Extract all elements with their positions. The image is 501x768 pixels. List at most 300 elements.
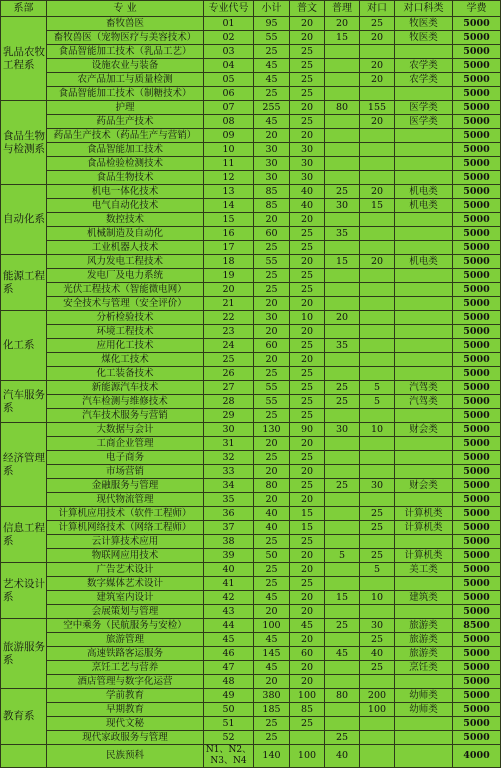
tuition-cell: 5000 <box>453 437 501 451</box>
code-cell: 47 <box>204 661 254 675</box>
vocational-category-cell <box>395 241 453 255</box>
tuition-cell: 5000 <box>453 101 501 115</box>
vocational-category-cell <box>395 297 453 311</box>
major-cell: 光伏工程技术（智能微电网） <box>47 283 204 297</box>
header-major: 专 业 <box>47 1 204 17</box>
code-cell: 36 <box>204 507 254 521</box>
vocational-cell: 25 <box>360 633 395 647</box>
header-vocational-category: 对口科类 <box>395 1 453 17</box>
vocational-cell <box>360 535 395 549</box>
table-row <box>1 675 501 689</box>
science-cell: 25 <box>325 731 360 745</box>
science-cell <box>325 269 360 283</box>
vocational-cell <box>360 451 395 465</box>
arts-cell: 20 <box>290 661 325 675</box>
tuition-cell: 5000 <box>453 675 501 689</box>
tuition-cell: 5000 <box>453 367 501 381</box>
major-cell: 电气自动化技术 <box>47 199 204 213</box>
vocational-cell: 20 <box>360 255 395 269</box>
major-cell: 畜牧兽医（宠物医疗与美容技术） <box>47 31 204 45</box>
major-cell: 现代文秘 <box>47 717 204 731</box>
vocational-category-cell: 幼师类 <box>395 703 453 717</box>
table-row <box>1 395 501 409</box>
tuition-cell: 5000 <box>453 731 501 745</box>
arts-cell: 25 <box>290 59 325 73</box>
tuition-cell: 5000 <box>453 311 501 325</box>
vocational-category-cell: 财会类 <box>395 479 453 493</box>
arts-cell: 25 <box>290 339 325 353</box>
code-cell: 11 <box>204 157 254 171</box>
code-cell: 18 <box>204 255 254 269</box>
code-cell: N1、N2、N3、N4 <box>204 745 254 768</box>
vocational-cell <box>360 213 395 227</box>
code-cell: 22 <box>204 311 254 325</box>
tuition-cell: 5000 <box>453 605 501 619</box>
major-cell: 建筑室内设计 <box>47 591 204 605</box>
tuition-cell: 5000 <box>453 255 501 269</box>
table-row <box>1 297 501 311</box>
arts-cell: 20 <box>290 465 325 479</box>
vocational-category-cell <box>395 717 453 731</box>
vocational-category-cell <box>395 605 453 619</box>
vocational-cell <box>360 311 395 325</box>
code-cell: 33 <box>204 465 254 479</box>
code-cell: 07 <box>204 101 254 115</box>
table-row <box>1 647 501 661</box>
vocational-category-cell: 烹饪类 <box>395 661 453 675</box>
tuition-cell: 5000 <box>453 241 501 255</box>
tuition-cell: 5000 <box>453 45 501 59</box>
vocational-category-cell <box>395 353 453 367</box>
major-cell: 食品检验检测技术 <box>47 157 204 171</box>
subtotal-cell: 55 <box>254 255 290 269</box>
tuition-cell: 5000 <box>453 171 501 185</box>
science-cell <box>325 87 360 101</box>
vocational-category-cell: 牧医类 <box>395 31 453 45</box>
vocational-cell: 20 <box>360 115 395 129</box>
science-cell <box>325 129 360 143</box>
science-cell: 30 <box>325 199 360 213</box>
subtotal-cell: 50 <box>254 549 290 563</box>
vocational-cell: 25 <box>360 549 395 563</box>
tuition-cell: 5000 <box>453 339 501 353</box>
vocational-category-cell <box>395 409 453 423</box>
code-cell: 06 <box>204 87 254 101</box>
table-row <box>1 689 501 703</box>
tuition-cell: 5000 <box>453 297 501 311</box>
major-cell: 药品生产技术 <box>47 115 204 129</box>
major-cell: 护理 <box>47 101 204 115</box>
code-cell: 17 <box>204 241 254 255</box>
code-cell: 01 <box>204 17 254 31</box>
subtotal-cell: 25 <box>254 535 290 549</box>
table-row <box>1 423 501 437</box>
code-cell: 40 <box>204 563 254 577</box>
vocational-cell <box>360 157 395 171</box>
dept-cell: 经济管理系 <box>1 423 47 507</box>
major-cell: 食品生物技术 <box>47 171 204 185</box>
table-row <box>1 199 501 213</box>
science-cell: 25 <box>325 395 360 409</box>
major-cell: 计算机应用技术（软件工程师） <box>47 507 204 521</box>
vocational-category-cell: 机电类 <box>395 199 453 213</box>
subtotal-cell: 20 <box>254 129 290 143</box>
tuition-cell: 5000 <box>453 353 501 367</box>
table-row <box>1 605 501 619</box>
code-cell: 23 <box>204 325 254 339</box>
dept-cell: 自动化系 <box>1 185 47 255</box>
major-cell: 学前教育 <box>47 689 204 703</box>
vocational-category-cell: 计算机类 <box>395 521 453 535</box>
vocational-category-cell <box>395 493 453 507</box>
major-cell: 汽车检测与维修技术 <box>47 395 204 409</box>
vocational-category-cell <box>395 437 453 451</box>
table-row <box>1 325 501 339</box>
tuition-cell: 5000 <box>453 451 501 465</box>
code-cell: 42 <box>204 591 254 605</box>
science-cell: 80 <box>325 689 360 703</box>
vocational-cell <box>360 493 395 507</box>
vocational-cell <box>360 353 395 367</box>
vocational-cell: 5 <box>360 563 395 577</box>
header-code: 专业代号 <box>204 1 254 17</box>
major-cell: 煤化工技术 <box>47 353 204 367</box>
major-cell: 汽车技术服务与营销 <box>47 409 204 423</box>
code-cell: 31 <box>204 437 254 451</box>
subtotal-cell: 55 <box>254 31 290 45</box>
table-row <box>1 157 501 171</box>
major-cell: 计算机网络技术（网络工程师） <box>47 521 204 535</box>
header-arts: 普文 <box>290 1 325 17</box>
table-row <box>1 227 501 241</box>
vocational-cell: 40 <box>360 647 395 661</box>
science-cell: 35 <box>325 339 360 353</box>
table-row <box>1 339 501 353</box>
science-cell: 40 <box>325 745 360 768</box>
arts-cell: 30 <box>290 143 325 157</box>
vocational-cell: 155 <box>360 101 395 115</box>
subtotal-cell: 140 <box>254 745 290 768</box>
table-row <box>1 367 501 381</box>
vocational-cell: 30 <box>360 619 395 633</box>
major-cell: 机械制造及自动化 <box>47 227 204 241</box>
table-row <box>1 59 501 73</box>
science-cell <box>325 605 360 619</box>
subtotal-cell: 25 <box>254 45 290 59</box>
table-row <box>1 731 501 745</box>
arts-cell: 25 <box>290 717 325 731</box>
vocational-category-cell: 农学类 <box>395 59 453 73</box>
arts-cell: 20 <box>290 675 325 689</box>
tuition-cell: 5000 <box>453 227 501 241</box>
science-cell <box>325 507 360 521</box>
vocational-category-cell: 美工类 <box>395 563 453 577</box>
arts-cell: 20 <box>290 297 325 311</box>
vocational-category-cell: 汽驾类 <box>395 381 453 395</box>
table-body <box>1 17 501 768</box>
vocational-category-cell: 旅游类 <box>395 633 453 647</box>
header-vocational: 对口 <box>360 1 395 17</box>
major-cell: 风力发电工程技术 <box>47 255 204 269</box>
arts-cell: 25 <box>290 367 325 381</box>
subtotal-cell: 95 <box>254 17 290 31</box>
science-cell: 25 <box>325 381 360 395</box>
subtotal-cell: 25 <box>254 283 290 297</box>
science-cell <box>325 493 360 507</box>
subtotal-cell: 25 <box>254 717 290 731</box>
arts-cell: 25 <box>290 479 325 493</box>
subtotal-cell: 20 <box>254 437 290 451</box>
dept-cell <box>1 745 47 768</box>
subtotal-cell: 20 <box>254 675 290 689</box>
science-cell: 30 <box>325 423 360 437</box>
arts-cell: 20 <box>290 255 325 269</box>
subtotal-cell: 80 <box>254 479 290 493</box>
table-row <box>1 717 501 731</box>
vocational-category-cell <box>395 87 453 101</box>
subtotal-cell: 60 <box>254 227 290 241</box>
science-cell <box>325 633 360 647</box>
vocational-category-cell: 农学类 <box>395 73 453 87</box>
science-cell: 15 <box>325 31 360 45</box>
tuition-cell: 5000 <box>453 325 501 339</box>
code-cell: 02 <box>204 31 254 45</box>
subtotal-cell: 45 <box>254 115 290 129</box>
vocational-cell: 25 <box>360 661 395 675</box>
vocational-category-cell <box>395 465 453 479</box>
tuition-cell: 5000 <box>453 577 501 591</box>
subtotal-cell: 45 <box>254 633 290 647</box>
arts-cell <box>290 731 325 745</box>
vocational-cell <box>360 297 395 311</box>
vocational-cell <box>360 45 395 59</box>
table-row <box>1 507 501 521</box>
major-cell: 工商企业管理 <box>47 437 204 451</box>
subtotal-cell: 25 <box>254 241 290 255</box>
major-cell: 农产品加工与质量检测 <box>47 73 204 87</box>
science-cell: 5 <box>325 549 360 563</box>
dept-cell: 化工系 <box>1 311 47 381</box>
arts-cell: 20 <box>290 493 325 507</box>
tuition-cell: 5000 <box>453 59 501 73</box>
header-tuition: 学费 <box>453 1 501 17</box>
tuition-cell: 5000 <box>453 535 501 549</box>
major-cell: 药品生产技术（药品生产与营销） <box>47 129 204 143</box>
code-cell: 50 <box>204 703 254 717</box>
dept-cell: 艺术设计系 <box>1 563 47 619</box>
table-row <box>1 633 501 647</box>
code-cell: 09 <box>204 129 254 143</box>
vocational-cell <box>360 171 395 185</box>
science-cell: 20 <box>325 311 360 325</box>
code-cell: 38 <box>204 535 254 549</box>
code-cell: 48 <box>204 675 254 689</box>
major-cell: 市场营销 <box>47 465 204 479</box>
science-cell: 25 <box>325 619 360 633</box>
arts-cell: 25 <box>290 115 325 129</box>
major-cell: 电子商务 <box>47 451 204 465</box>
table-row <box>1 269 501 283</box>
science-cell <box>325 465 360 479</box>
vocational-cell <box>360 731 395 745</box>
major-cell: 食品智能加工技术 <box>47 143 204 157</box>
science-cell: 15 <box>325 591 360 605</box>
tuition-cell: 5000 <box>453 73 501 87</box>
science-cell <box>325 143 360 157</box>
subtotal-cell: 20 <box>254 493 290 507</box>
arts-cell: 20 <box>290 633 325 647</box>
major-cell: 高速铁路客运服务 <box>47 647 204 661</box>
tuition-cell: 5000 <box>453 479 501 493</box>
tuition-cell: 5000 <box>453 213 501 227</box>
science-cell <box>325 703 360 717</box>
science-cell <box>325 325 360 339</box>
science-cell <box>325 297 360 311</box>
tuition-cell: 5000 <box>453 549 501 563</box>
tuition-cell: 5000 <box>453 115 501 129</box>
table-row <box>1 521 501 535</box>
vocational-cell: 5 <box>360 395 395 409</box>
code-cell: 04 <box>204 59 254 73</box>
science-cell <box>325 521 360 535</box>
subtotal-cell: 20 <box>254 325 290 339</box>
dept-cell: 信息工程系 <box>1 507 47 563</box>
tuition-cell: 4000 <box>453 745 501 768</box>
vocational-cell: 10 <box>360 591 395 605</box>
vocational-category-cell: 医学类 <box>395 101 453 115</box>
vocational-category-cell <box>395 171 453 185</box>
table-row <box>1 577 501 591</box>
code-cell: 05 <box>204 73 254 87</box>
code-cell: 37 <box>204 521 254 535</box>
subtotal-cell: 20 <box>254 605 290 619</box>
major-cell: 发电厂及电力系统 <box>47 269 204 283</box>
major-cell: 新能源汽车技术 <box>47 381 204 395</box>
vocational-category-cell: 机电类 <box>395 185 453 199</box>
vocational-category-cell <box>395 535 453 549</box>
major-cell: 金融服务与管理 <box>47 479 204 493</box>
code-cell: 15 <box>204 213 254 227</box>
arts-cell: 25 <box>290 87 325 101</box>
major-cell: 民族预科 <box>47 745 204 768</box>
vocational-category-cell <box>395 269 453 283</box>
vocational-category-cell <box>395 339 453 353</box>
major-cell: 烹饪工艺与营养 <box>47 661 204 675</box>
subtotal-cell: 100 <box>254 619 290 633</box>
arts-cell: 25 <box>290 535 325 549</box>
subtotal-cell: 55 <box>254 381 290 395</box>
arts-cell: 20 <box>290 129 325 143</box>
arts-cell: 20 <box>290 31 325 45</box>
vocational-category-cell <box>395 213 453 227</box>
table-row <box>1 465 501 479</box>
table-row <box>1 535 501 549</box>
arts-cell: 20 <box>290 213 325 227</box>
major-cell: 食品智能加工技术（制糖技术） <box>47 87 204 101</box>
table-row <box>1 409 501 423</box>
code-cell: 13 <box>204 185 254 199</box>
dept-cell: 食品生物与检测系 <box>1 101 47 185</box>
arts-cell: 25 <box>290 395 325 409</box>
code-cell: 24 <box>204 339 254 353</box>
code-cell: 26 <box>204 367 254 381</box>
header-row <box>1 1 501 17</box>
vocational-cell: 200 <box>360 689 395 703</box>
major-cell: 数字媒体艺术设计 <box>47 577 204 591</box>
arts-cell: 25 <box>290 283 325 297</box>
vocational-cell <box>360 143 395 157</box>
vocational-category-cell: 旅游类 <box>395 619 453 633</box>
subtotal-cell: 380 <box>254 689 290 703</box>
table-row <box>1 283 501 297</box>
code-cell: 14 <box>204 199 254 213</box>
code-cell: 30 <box>204 423 254 437</box>
subtotal-cell: 185 <box>254 703 290 717</box>
major-cell: 大数据与会计 <box>47 423 204 437</box>
header-science: 普理 <box>325 1 360 17</box>
vocational-category-cell <box>395 283 453 297</box>
vocational-category-cell <box>395 45 453 59</box>
arts-cell: 25 <box>290 451 325 465</box>
arts-cell: 25 <box>290 577 325 591</box>
science-cell <box>325 171 360 185</box>
subtotal-cell: 20 <box>254 297 290 311</box>
science-cell <box>325 157 360 171</box>
arts-cell: 30 <box>290 171 325 185</box>
code-cell: 34 <box>204 479 254 493</box>
code-cell: 41 <box>204 577 254 591</box>
arts-cell: 25 <box>290 409 325 423</box>
subtotal-cell: 25 <box>254 731 290 745</box>
major-cell: 数控技术 <box>47 213 204 227</box>
code-cell: 12 <box>204 171 254 185</box>
subtotal-cell: 145 <box>254 647 290 661</box>
dept-cell: 汽车服务系 <box>1 381 47 423</box>
vocational-cell <box>360 675 395 689</box>
science-cell <box>325 73 360 87</box>
arts-cell: 60 <box>290 647 325 661</box>
vocational-cell <box>360 227 395 241</box>
table-row <box>1 255 501 269</box>
vocational-cell: 20 <box>360 73 395 87</box>
table-row <box>1 31 501 45</box>
tuition-cell: 5000 <box>453 507 501 521</box>
vocational-category-cell <box>395 451 453 465</box>
science-cell <box>325 353 360 367</box>
code-cell: 28 <box>204 395 254 409</box>
table-row <box>1 353 501 367</box>
arts-cell: 100 <box>290 745 325 768</box>
code-cell: 45 <box>204 633 254 647</box>
code-cell: 44 <box>204 619 254 633</box>
arts-cell: 90 <box>290 423 325 437</box>
arts-cell: 20 <box>290 563 325 577</box>
arts-cell: 20 <box>290 17 325 31</box>
code-cell: 19 <box>204 269 254 283</box>
table-row <box>1 101 501 115</box>
vocational-category-cell <box>395 129 453 143</box>
code-cell: 52 <box>204 731 254 745</box>
science-cell <box>325 59 360 73</box>
table-row <box>1 381 501 395</box>
table-row <box>1 493 501 507</box>
code-cell: 46 <box>204 647 254 661</box>
tuition-cell: 5000 <box>453 633 501 647</box>
table-row <box>1 661 501 675</box>
subtotal-cell: 30 <box>254 171 290 185</box>
arts-cell: 100 <box>290 689 325 703</box>
table-row <box>1 619 501 633</box>
